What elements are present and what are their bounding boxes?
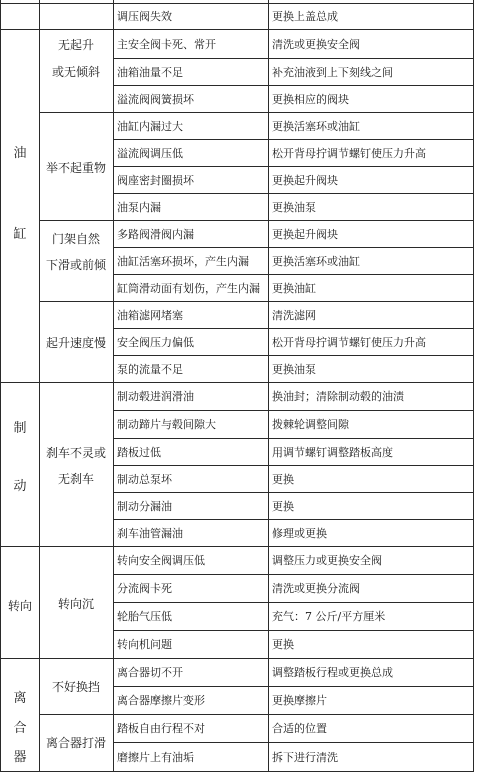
cause-cell: 离合器摩擦片变形	[117, 694, 205, 707]
cause-cell: 油缸内漏过大	[117, 120, 183, 133]
fault-mast-slide-line1: 门架自然	[51, 232, 100, 246]
fix-cell: 调整踏板行程或更换总成	[272, 666, 393, 679]
cause-cell: 油箱油量不足	[117, 66, 183, 79]
fix-cell: 修理或更换	[272, 527, 327, 540]
cause-cell: 踏板自由行程不对	[117, 722, 205, 735]
cause-cell: 调压阀失效	[117, 10, 172, 23]
fix-cell: 松开背母拧调节螺钉使压力升高	[272, 336, 426, 349]
system-steering: 转向	[7, 599, 32, 613]
fix-cell: 更换	[272, 638, 294, 651]
fix-cell: 更换相应的阀块	[272, 93, 349, 106]
cause-cell: 油泵内漏	[117, 201, 161, 214]
fix-cell: 更换油泵	[272, 201, 316, 214]
fault-brake-fail-line1: 刹车不灵或	[45, 446, 106, 460]
cause-cell: 多路阀滑阀内漏	[117, 228, 194, 241]
cause-cell: 轮胎气压低	[117, 610, 172, 623]
cause-cell: 制动总泵坏	[117, 473, 172, 486]
cause-cell: 油缸活塞环损坏，产生内漏	[117, 255, 249, 268]
cause-cell: 刹车油管漏油	[117, 527, 183, 540]
fault-mast-slide-line2: 下滑或前倾	[45, 258, 106, 272]
cause-cell: 踏板过低	[117, 446, 161, 459]
fault-cannot-lift-heavy: 举不起重物	[45, 161, 106, 175]
fix-cell: 更换	[272, 500, 294, 513]
cause-cell: 油箱滤网堵塞	[117, 309, 183, 322]
fault-steering-heavy: 转向沉	[57, 597, 94, 611]
fault-no-lift-line1: 无起升	[57, 38, 94, 52]
fix-cell: 换油封；清除制动毂的油渍	[272, 390, 404, 403]
fix-cell: 补充油液到上下刻线之间	[272, 66, 393, 79]
cause-cell: 转向安全阀调压低	[117, 554, 205, 567]
fix-cell: 清洗或更换安全阀	[272, 38, 360, 51]
fix-cell: 充气：7 公斤/平方厘米	[272, 610, 386, 623]
fault-brake-fail-line2: 无刹车	[57, 472, 94, 486]
fix-cell: 更换起升阀块	[272, 228, 338, 241]
cause-cell: 制动毂进润滑油	[117, 390, 194, 403]
fix-cell: 更换活塞环或油缸	[272, 255, 360, 268]
cause-cell: 溢流阀调压低	[117, 147, 183, 160]
fix-cell: 更换油泵	[272, 363, 316, 376]
fix-cell: 用调节螺钉调整踏板高度	[272, 446, 393, 459]
cause-cell: 离合器切不开	[117, 666, 183, 679]
fix-cell: 松开背母拧调节螺钉使压力升高	[272, 147, 426, 160]
fix-cell: 更换摩擦片	[272, 694, 327, 707]
fix-cell: 更换上盖总成	[272, 10, 338, 23]
system-oil-cylinder-1: 油	[13, 146, 27, 161]
cause-cell: 泵的流量不足	[117, 363, 183, 376]
system-brake-1: 制	[13, 421, 27, 436]
cause-cell: 主安全阀卡死、常开	[117, 38, 216, 51]
fix-cell: 调整压力或更换安全阀	[272, 554, 382, 567]
system-brake-2: 动	[13, 479, 27, 494]
fault-clutch-shift: 不好换挡	[51, 680, 100, 694]
fix-cell: 更换活塞环或油缸	[272, 120, 360, 133]
cause-cell: 溢流阀阀簧损坏	[117, 93, 194, 106]
fix-cell: 清洗滤网	[272, 309, 316, 322]
fix-cell: 清洗或更换分流阀	[272, 582, 360, 595]
cause-cell: 缸筒滑动面有划伤，产生内漏	[117, 282, 260, 295]
fix-cell: 拨棘轮调整间隙	[272, 418, 349, 431]
system-clutch-1: 离	[13, 691, 27, 706]
system-oil-cylinder-2: 缸	[13, 227, 27, 242]
fault-clutch-slip: 离合器打滑	[45, 736, 106, 750]
cause-cell: 制动蹄片与毂间隙大	[117, 418, 216, 431]
cause-cell: 制动分漏油	[117, 500, 172, 513]
cause-cell: 分流阀卡死	[117, 582, 172, 595]
cause-cell: 阀座密封圈损坏	[117, 174, 194, 187]
system-clutch-2: 合	[13, 721, 27, 736]
fix-cell: 合适的位置	[272, 722, 327, 735]
fix-cell: 拆下进行清洗	[272, 751, 338, 764]
cause-cell: 安全阀压力偏低	[117, 336, 194, 349]
cause-cell: 磨擦片上有油垢	[117, 751, 194, 764]
cause-cell: 转向机问题	[117, 638, 172, 651]
fix-cell: 更换起升阀块	[272, 174, 338, 187]
fault-no-lift-line2: 或无倾斜	[51, 65, 100, 79]
fix-cell: 更换油缸	[272, 282, 316, 295]
fault-slow-lift: 起升速度慢	[45, 336, 106, 350]
system-clutch-3: 器	[13, 750, 27, 765]
fix-cell: 更换	[272, 473, 294, 486]
